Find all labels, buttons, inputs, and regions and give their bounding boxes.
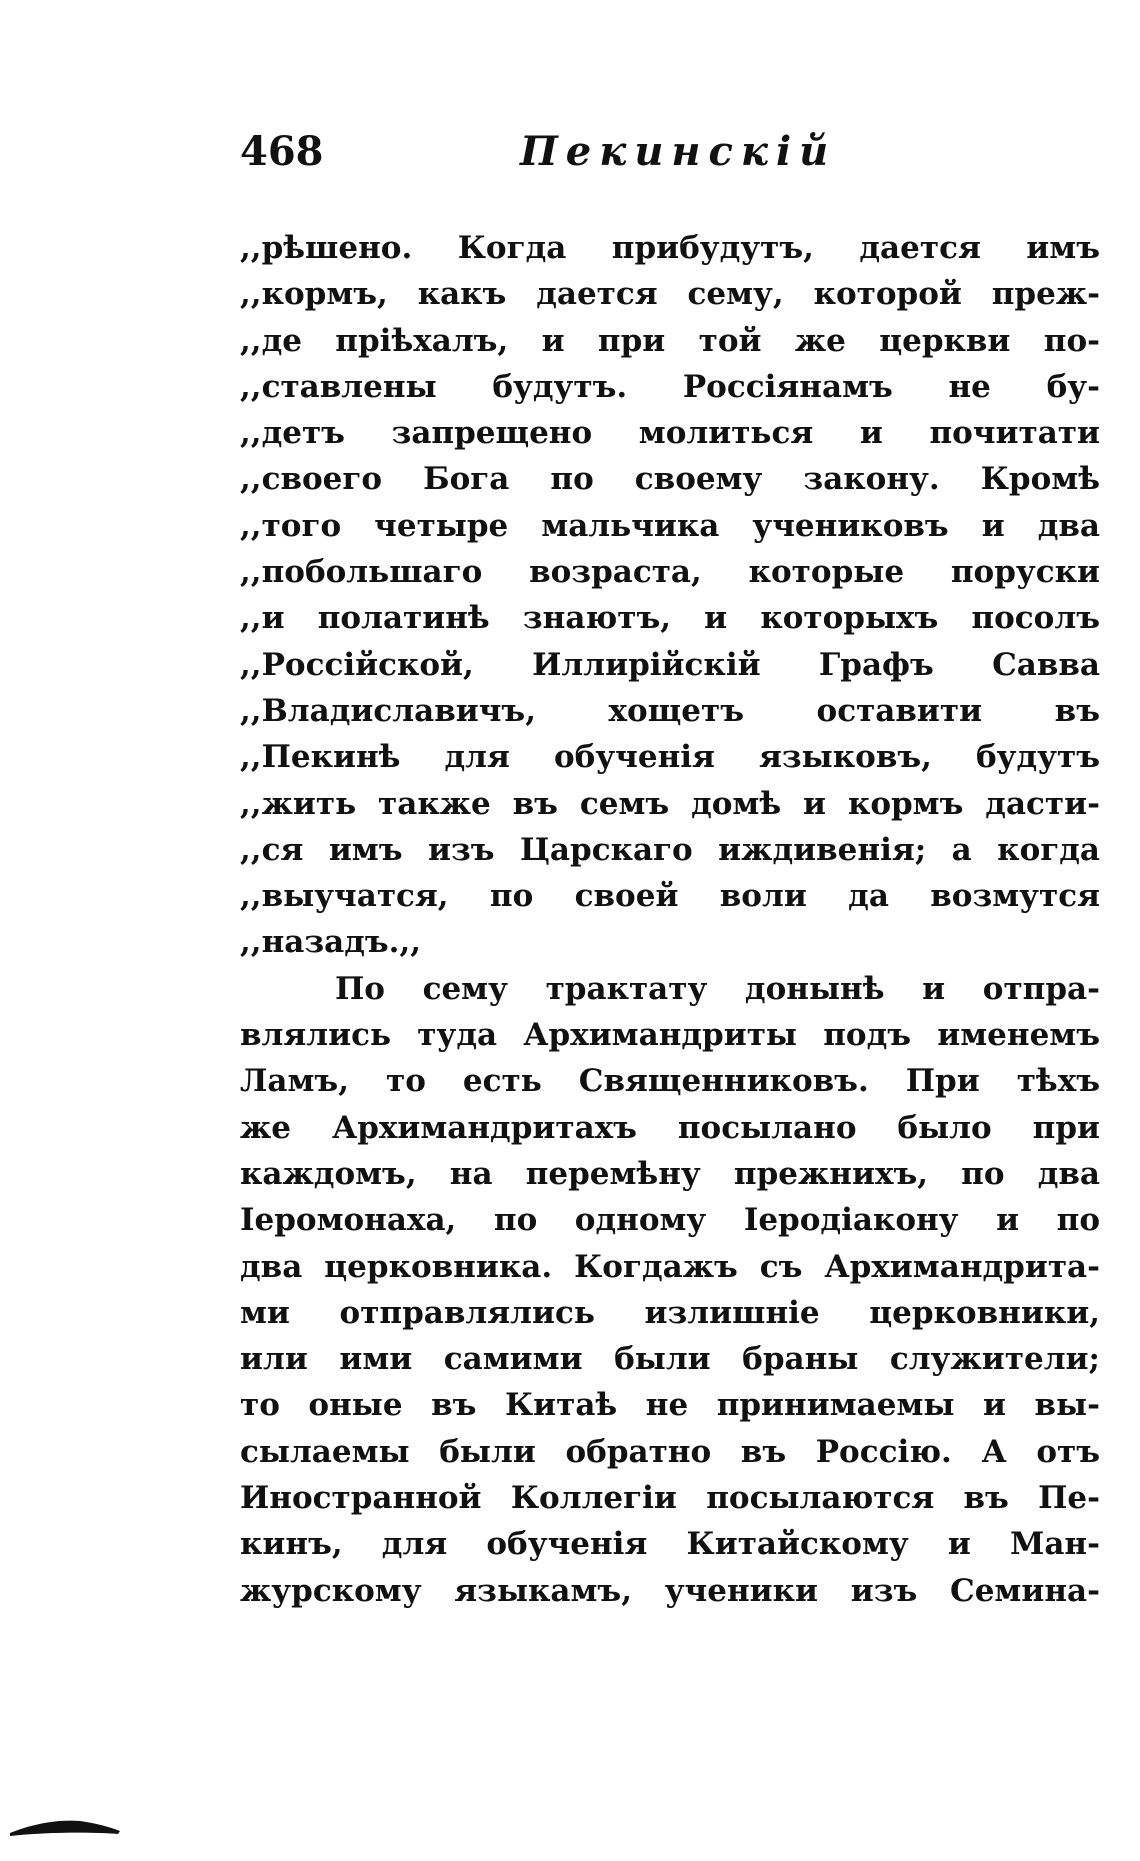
text-line: ,,кормъ, какъ дается сему, которой преж-	[240, 276, 1100, 313]
text-line: каждомъ, на перемѣну прежнихъ, по два	[240, 1155, 1100, 1192]
text-line: ми отправлялись излишніе церковники,	[240, 1294, 1100, 1331]
text-line: ,,рѣшено. Когда прибудутъ, дается имъ	[240, 230, 1100, 266]
page-number: 468	[240, 128, 324, 175]
ink-smudge	[10, 1815, 120, 1837]
text-line: же Архимандритахъ посылано было при	[240, 1109, 1100, 1146]
text-line: ,,ся имъ изъ Царскаго иждивенія; а когда	[240, 831, 1100, 868]
text-line: ,,детъ запрещено молиться и почитати	[240, 415, 1100, 452]
text-line: ,,своего Бога по своему закону. Кромѣ	[240, 461, 1100, 498]
body-text	[240, 225, 1100, 1614]
running-head: Пекинскій	[520, 128, 837, 175]
text-line: ,,ставлены будутъ. Россіянамъ не бу-	[240, 368, 1100, 405]
text-line: два церковника. Когдажъ съ Архимандрита-	[240, 1248, 1100, 1285]
text-line-paragraph-end: ,,назадъ.,,	[240, 924, 422, 961]
text-line: журскому языкамъ, ученики изъ Семина-	[240, 1572, 1100, 1609]
text-line: сылаемы были обратно въ Россію. А отъ	[240, 1433, 1100, 1470]
text-line: кинъ, для обученія Китайскому и Ман-	[240, 1526, 1100, 1563]
text-line-paragraph-start: По сему трактату донынѣ и отпра-	[335, 970, 1100, 1007]
text-line: ,,жить также въ семъ домѣ и кормъ дасти-	[240, 785, 1100, 822]
text-line: ,,того четыре мальчика учениковъ и два	[240, 507, 1100, 544]
text-line: ,,побольшаго возраста, которые поруски	[240, 554, 1100, 591]
text-line: ,,и полатинѣ знаютъ, и которыхъ посолъ	[240, 600, 1100, 637]
text-line: ,,выучатся, по своей воли да возмутся	[240, 878, 1100, 915]
text-line: то оные въ Китаѣ не принимаемы и вы-	[240, 1387, 1100, 1424]
page-header	[240, 128, 1100, 188]
text-line: или ими самими были браны служители;	[240, 1341, 1100, 1378]
text-line: Іеромонаха, по одному Іеродіакону и по	[240, 1202, 1100, 1239]
text-line: ,,Пекинѣ для обученія языковъ, будутъ	[240, 739, 1100, 776]
text-line: ,,де пріѣхалъ, и при той же церкви по-	[240, 322, 1100, 359]
text-line: ,,Россійской, Иллирійскій Графъ Савва	[240, 646, 1100, 683]
text-line: Иностранной Коллегіи посылаются въ Пе-	[240, 1480, 1100, 1517]
text-line: Ламъ, то есть Священниковъ. При тѣхъ	[240, 1063, 1100, 1100]
text-line: влялись туда Архимандриты подъ именемъ	[240, 1017, 1100, 1054]
text-line: ,,Владиславичъ, хощетъ оставити въ	[240, 692, 1100, 729]
